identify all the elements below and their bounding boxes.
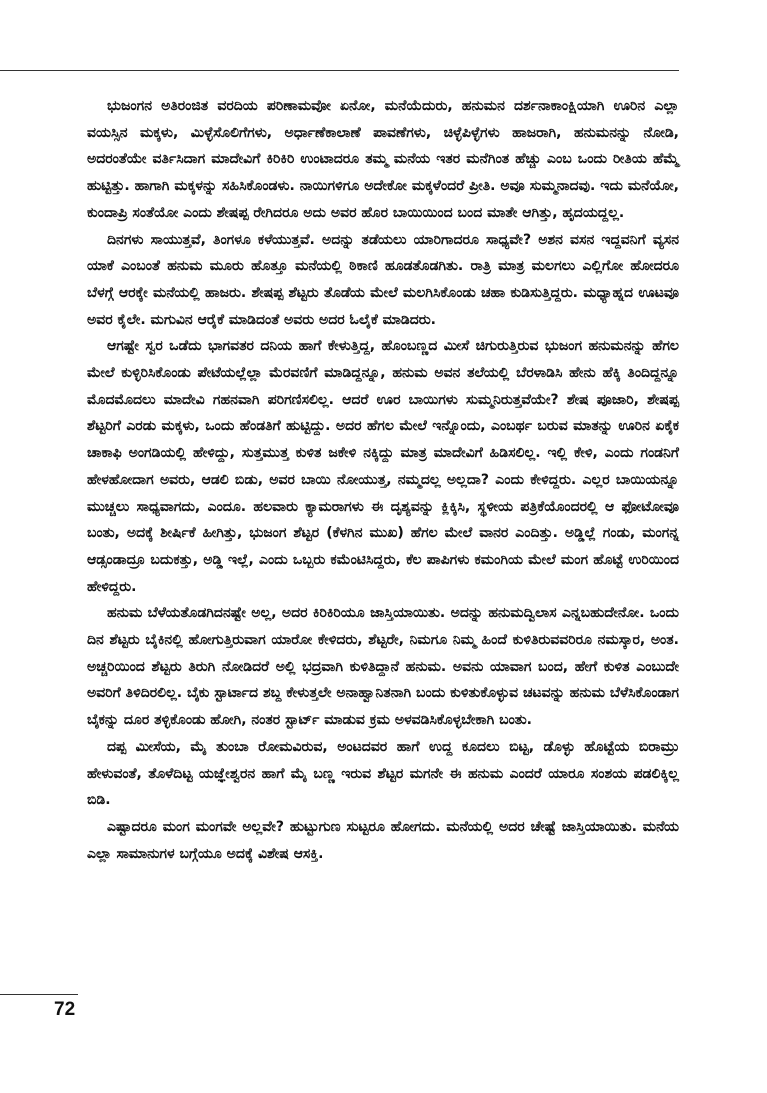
paragraph-2: ದಿನಗಳು ಸಾಯುತ್ತವೆ, ತಿಂಗಳೂ ಕಳೆಯುತ್ತವೆ. ಅದನ್ನು ತಡೆಯಲು ಯಾರಿಗಾದರೂ ಸಾಧ್ಯವೇ? ಅಶನ ವಸನ ಇದ್ದವನಿಗೆ ವ್ಯಸನ ಯಾಕೆ ಎಂಬಂತೆ ಹನುಮ ಮೂರು ಹೊತ್ತೂ ಮನೆಯಲ್ಲಿ ಠಿಕಾಣಿ ಹೂಡತೊಡಗಿತು. ರಾತ್ರಿ ಮಾತ್ರ ಮಲಗಲು ಎಲ್ಲಿಗೋ ಹೋದರೂ ಬೆಳಗ್ಗೆ ಆರಕ್ಕೇ ಮನೆಯಲ್ಲಿ ಹಾಜರು. ಶೇಷಪ್ಪ ಶೆಟ್ಟರು ತೊಡೆಯ ಮೇಲೆ ಮಲಗಿಸಿಕೊಂಡು ಚಹಾ ಕುಡಿಸುತ್ತಿದ್ದರು. ಮಧ್ಯಾಹ್ನದ ಊಟವೂ ಅವರ ಕೈಲೇ. ಮಗುವಿನ ಆರೈಕೆ ಮಾಡಿದಂತೆ ಅವರು ಅದರ ಓಲೈಕೆ ಮಾಡಿದರು. xyxy=(87,231,679,328)
paragraph-6: ಎಷ್ಟಾದರೂ ಮಂಗ ಮಂಗವೇ ಅಲ್ಲವೇ? ಹುಟ್ಟುಗುಣ ಸುಟ್ಟರೂ ಹೋಗದು. ಮನೆಯಲ್ಲಿ ಅದರ ಚೇಷ್ಟೆ ಜಾಸ್ತಿಯಾಯಿತು. ಮನೆಯ ಎಲ್ಲಾ ಸಾಮಾನುಗಳ ಬಗ್ಗೆಯೂ ಅದಕ್ಕೆ ವಿಶೇಷ ಆಸಕ್ತಿ. xyxy=(87,818,679,862)
page-number: 72 xyxy=(54,999,76,1020)
paragraph-3: ಆಗಷ್ಟೇ ಸ್ವರ ಒಡೆದು ಭಾಗವತರ ದನಿಯ ಹಾಗೆ ಕೇಳುತ್ತಿದ್ದ, ಹೊಂಬಣ್ಣದ ಮೀಸೆ ಚಿಗುರುತ್ತಿರುವ ಭುಜಂಗ ಹನುಮನನ್ನು ಹೆಗಲ ಮೇಲೆ ಕುಳ್ಳಿರಿಸಿಕೊಂಡು ಪೇಟೆಯಲ್ಲೆಲ್ಲಾ ಮೆರವಣಿಗೆ ಮಾಡಿದ್ದನ್ನೂ, ಹನುಮ ಅವನ ತಲೆಯಲ್ಲಿ ಬೆರಳಾಡಿಸಿ ಹೇನು ಹೆಕ್ಕಿ ತಿಂದಿದ್ದನ್ನೂ ಮೊದಮೊದಲು ಮಾದೇವಿ ಗಹನವಾಗಿ ಪರಿಗಣಿಸಲಿಲ್ಲ. ಆದರೆ ಊರ ಬಾಯಿಗಳು ಸುಮ್ಮನಿರುತ್ತವೆಯೇ? ಶೇಷ ಪೂಜಾರಿ, ಶೇಷಪ್ಪ ಶೆಟ್ಟರಿಗೆ ಎರಡು ಮಕ್ಕಳು, ಒಂದು ಹೆಂಡತಿಗೆ ಹುಟ್ಟಿದ್ದು. ಅದರ ಹೆಗಲ ಮೇಲೆ ಇನ್ನೊಂದು, ಎಂಬರ್ಥ ಬರುವ ಮಾತನ್ನು ಊರಿನ ಏಕೈಕ ಚಾಕಾಫಿ ಅಂಗಡಿಯಲ್ಲಿ ಹೇಳಿದ್ದು, ಸುತ್ತಮುತ್ತ ಕುಳಿತ ಜಕೇಳಿ ನಕ್ಕಿದ್ದು ಮಾತ್ರ ಮಾದೇವಿಗೆ ಹಿಡಿಸಲಿಲ್ಲ. ಇಲ್ಲಿ ಕೇಳಿ, ಎಂದು ಗಂಡನಿಗೆ ಹೇಳಹೋದಾಗ ಅವರು, ಆಡಲಿ ಬಿಡು, ಅವರ ಬಾಯಿ ನೋಯುತ್ತ, ನಮ್ಮದಲ್ಲ ಅಲ್ಲದಾ? ಎಂದು ಕೇಳಿದ್ದರು. ಎಲ್ಲರ ಬಾಯಿಯನ್ನೂ ಮುಚ್ಚಲು ಸಾಧ್ಯವಾಗದು, ಎಂದೂ. ಹಲವಾರು ಕ್ಯಾಮರಾಗಳು ಈ ದೃಶ್ಯವನ್ನು ಕ್ಲಿಕ್ಕಿಸಿ, ಸ್ಥಳೀಯ ಪತ್ರಿಕೆಯೊಂದರಲ್ಲಿ ಆ ಫೋಟೋವೂ ಬಂತು, ಅದಕ್ಕೆ ಶೀರ್ಷಿಕೆ ಹೀಗಿತ್ತು, ಭುಜಂಗ ಶೆಟ್ಟರ (ಕೆಳಗಿನ ಮುಖ) ಹೆಗಲ ಮೇಲೆ ವಾನರ ಎಂದಿತ್ತು. ಅಡ್ಡಿಲ್ಲೆ ಗಂಡು, ಮಂಗನ್ನ ಆಡ್ಸಂಡಾದ್ರೂ ಬದುಕತ್ತು, ಅಡ್ಡಿ ಇಲ್ಲೆ, ಎಂದು ಒಬ್ಬರು ಕಮೆಂಟಿಸಿದ್ದರು, ಕೆಲ ಪಾಪಿಗಳು ಕಮಂಗಿಯ ಮೇಲೆ ಮಂಗ ಹೊಟ್ಟೆ ಉರಿಯಿಂದ ಹೇಳಿದ್ದರು. xyxy=(87,338,679,595)
body-text xyxy=(87,93,679,867)
paragraph-1: ಭುಜಂಗನ ಅತಿರಂಜಿತ ವರದಿಯ ಪರಿಣಾಮವೋ ಏನೋ, ಮನೆಯೆದುರು, ಹನುಮನ ದರ್ಶನಾಕಾಂಕ್ಷಿಯಾಗಿ ಊರಿನ ಎಲ್ಲಾ ವಯಸ್ಸಿನ ಮಕ್ಕಳು, ಮಿಳ್ಳೆಸೊಲಿಗೆಗಳು, ಅರ್ಧಾಣೆಕಾಲಾಣೆ ಪಾವಣೆಗಳು, ಚಿಳ್ಳೆಪಿಳ್ಳೆಗಳು ಹಾಜರಾಗಿ, ಹನುಮನನ್ನು ನೋಡಿ, ಅದರಂತೆಯೇ ವರ್ತಿಸಿದಾಗ ಮಾದೇವಿಗೆ ಕಿರಿಕಿರಿ ಉಂಟಾದರೂ ತಮ್ಮ ಮನೆಯ ಇತರ ಮನೆಗಿಂತ ಹೆಚ್ಚು ಎಂಬ ಒಂದು ರೀತಿಯ ಹೆಮ್ಮೆ ಹುಟ್ಟಿತ್ತು. ಹಾಗಾಗಿ ಮಕ್ಕಳನ್ನು ಸಹಿಸಿಕೊಂಡಳು. ನಾಯಿಗಳಿಗೂ ಅದೇಕೋ ಮಕ್ಕಳೆಂದರೆ ಪ್ರೀತಿ. ಅವೂ ಸುಮ್ಮನಾದವು. ಇದು ಮನೆಯೋ, ಕುಂದಾಪ್ರಿ ಸಂತೆಯೋ ಎಂದು ಶೇಷಪ್ಪ ರೇಗಿದರೂ ಅದು ಅವರ ಹೊರ ಬಾಯಿಯಿಂದ ಬಂದ ಮಾತೇ ಆಗಿತ್ತು, ಹೃದಯದ್ದಲ್ಲ. xyxy=(87,98,679,221)
paragraph-5: ದಪ್ಪ ಮೀಸೆಯ, ಮೈ ತುಂಬಾ ರೋಮವಿರುವ, ಅಂಟದವರ ಹಾಗೆ ಉದ್ದ ಕೂದಲು ಬಿಟ್ಟ, ಡೊಳ್ಳು ಹೊಟ್ಟೆಯ ಬಿರಾಮ್ರು ಹೇಳುವಂತೆ, ತೊಳೆದಿಟ್ಟ ಯಜ್ಞೇಶ್ವರನ ಹಾಗೆ ಮೈ ಬಣ್ಣ ಇರುವ ಶೆಟ್ಟರ ಮಗನೇ ಈ ಹನುಮ ಎಂದರೆ ಯಾರೂ ಸಂಶಯ ಪಡಲಿಕ್ಕಿಲ್ಲ ಬಿಡಿ. xyxy=(87,738,679,809)
top-rule xyxy=(0,70,679,71)
paragraph-4: ಹನುಮ ಬೆಳೆಯತೊಡಗಿದನಷ್ಟೇ ಅಲ್ಲ, ಅದರ ಕಿರಿಕಿರಿಯೂ ಜಾಸ್ತಿಯಾಯಿತು. ಅದನ್ನು ಹನುಮದ್ವಿಲಾಸ ಎನ್ನಬಹುದೇನೋ. ಒಂದು ದಿನ ಶೆಟ್ಟರು ಬೈಕಿನಲ್ಲಿ ಹೋಗುತ್ತಿರುವಾಗ ಯಾರೋ ಕೇಳಿದರು, ಶೆಟ್ಟರೇ, ನಿಮಗೂ ನಿಮ್ಮ ಹಿಂದೆ ಕುಳಿತಿರುವವರಿರೂ ನಮಸ್ಕಾರ, ಅಂತ. ಅಚ್ಚರಿಯಿಂದ ಶೆಟ್ಟರು ತಿರುಗಿ ನೋಡಿದರೆ ಅಲ್ಲಿ ಭದ್ರವಾಗಿ ಕುಳಿತಿದ್ದಾನೆ ಹನುಮ. ಅವನು ಯಾವಾಗ ಬಂದ, ಹೇಗೆ ಕುಳಿತ ಎಂಬುದೇ ಅವರಿಗೆ ತಿಳಿದಿರಲಿಲ್ಲ. ಬೈಕು ಸ್ಟಾರ್ಟಾದ ಶಬ್ದ ಕೇಳುತ್ತಲೇ ಅನಾಹ್ವಾನಿತನಾಗಿ ಬಂದು ಕುಳಿತುಕೊಳ್ಳುವ ಚಟವನ್ನು ಹನುಮ ಬೆಳೆಸಿಕೊಂಡಾಗ ಬೈಕನ್ನು ದೂರ ತಳ್ಳಿಕೊಂಡು ಹೋಗಿ, ನಂತರ ಸ್ಟಾರ್ಟ್ ಮಾಡುವ ಕ್ರಮ ಅಳವಡಿಸಿಕೊಳ್ಳಬೇಕಾಗಿ ಬಂತು. xyxy=(87,605,679,729)
footer-rule xyxy=(0,994,78,995)
